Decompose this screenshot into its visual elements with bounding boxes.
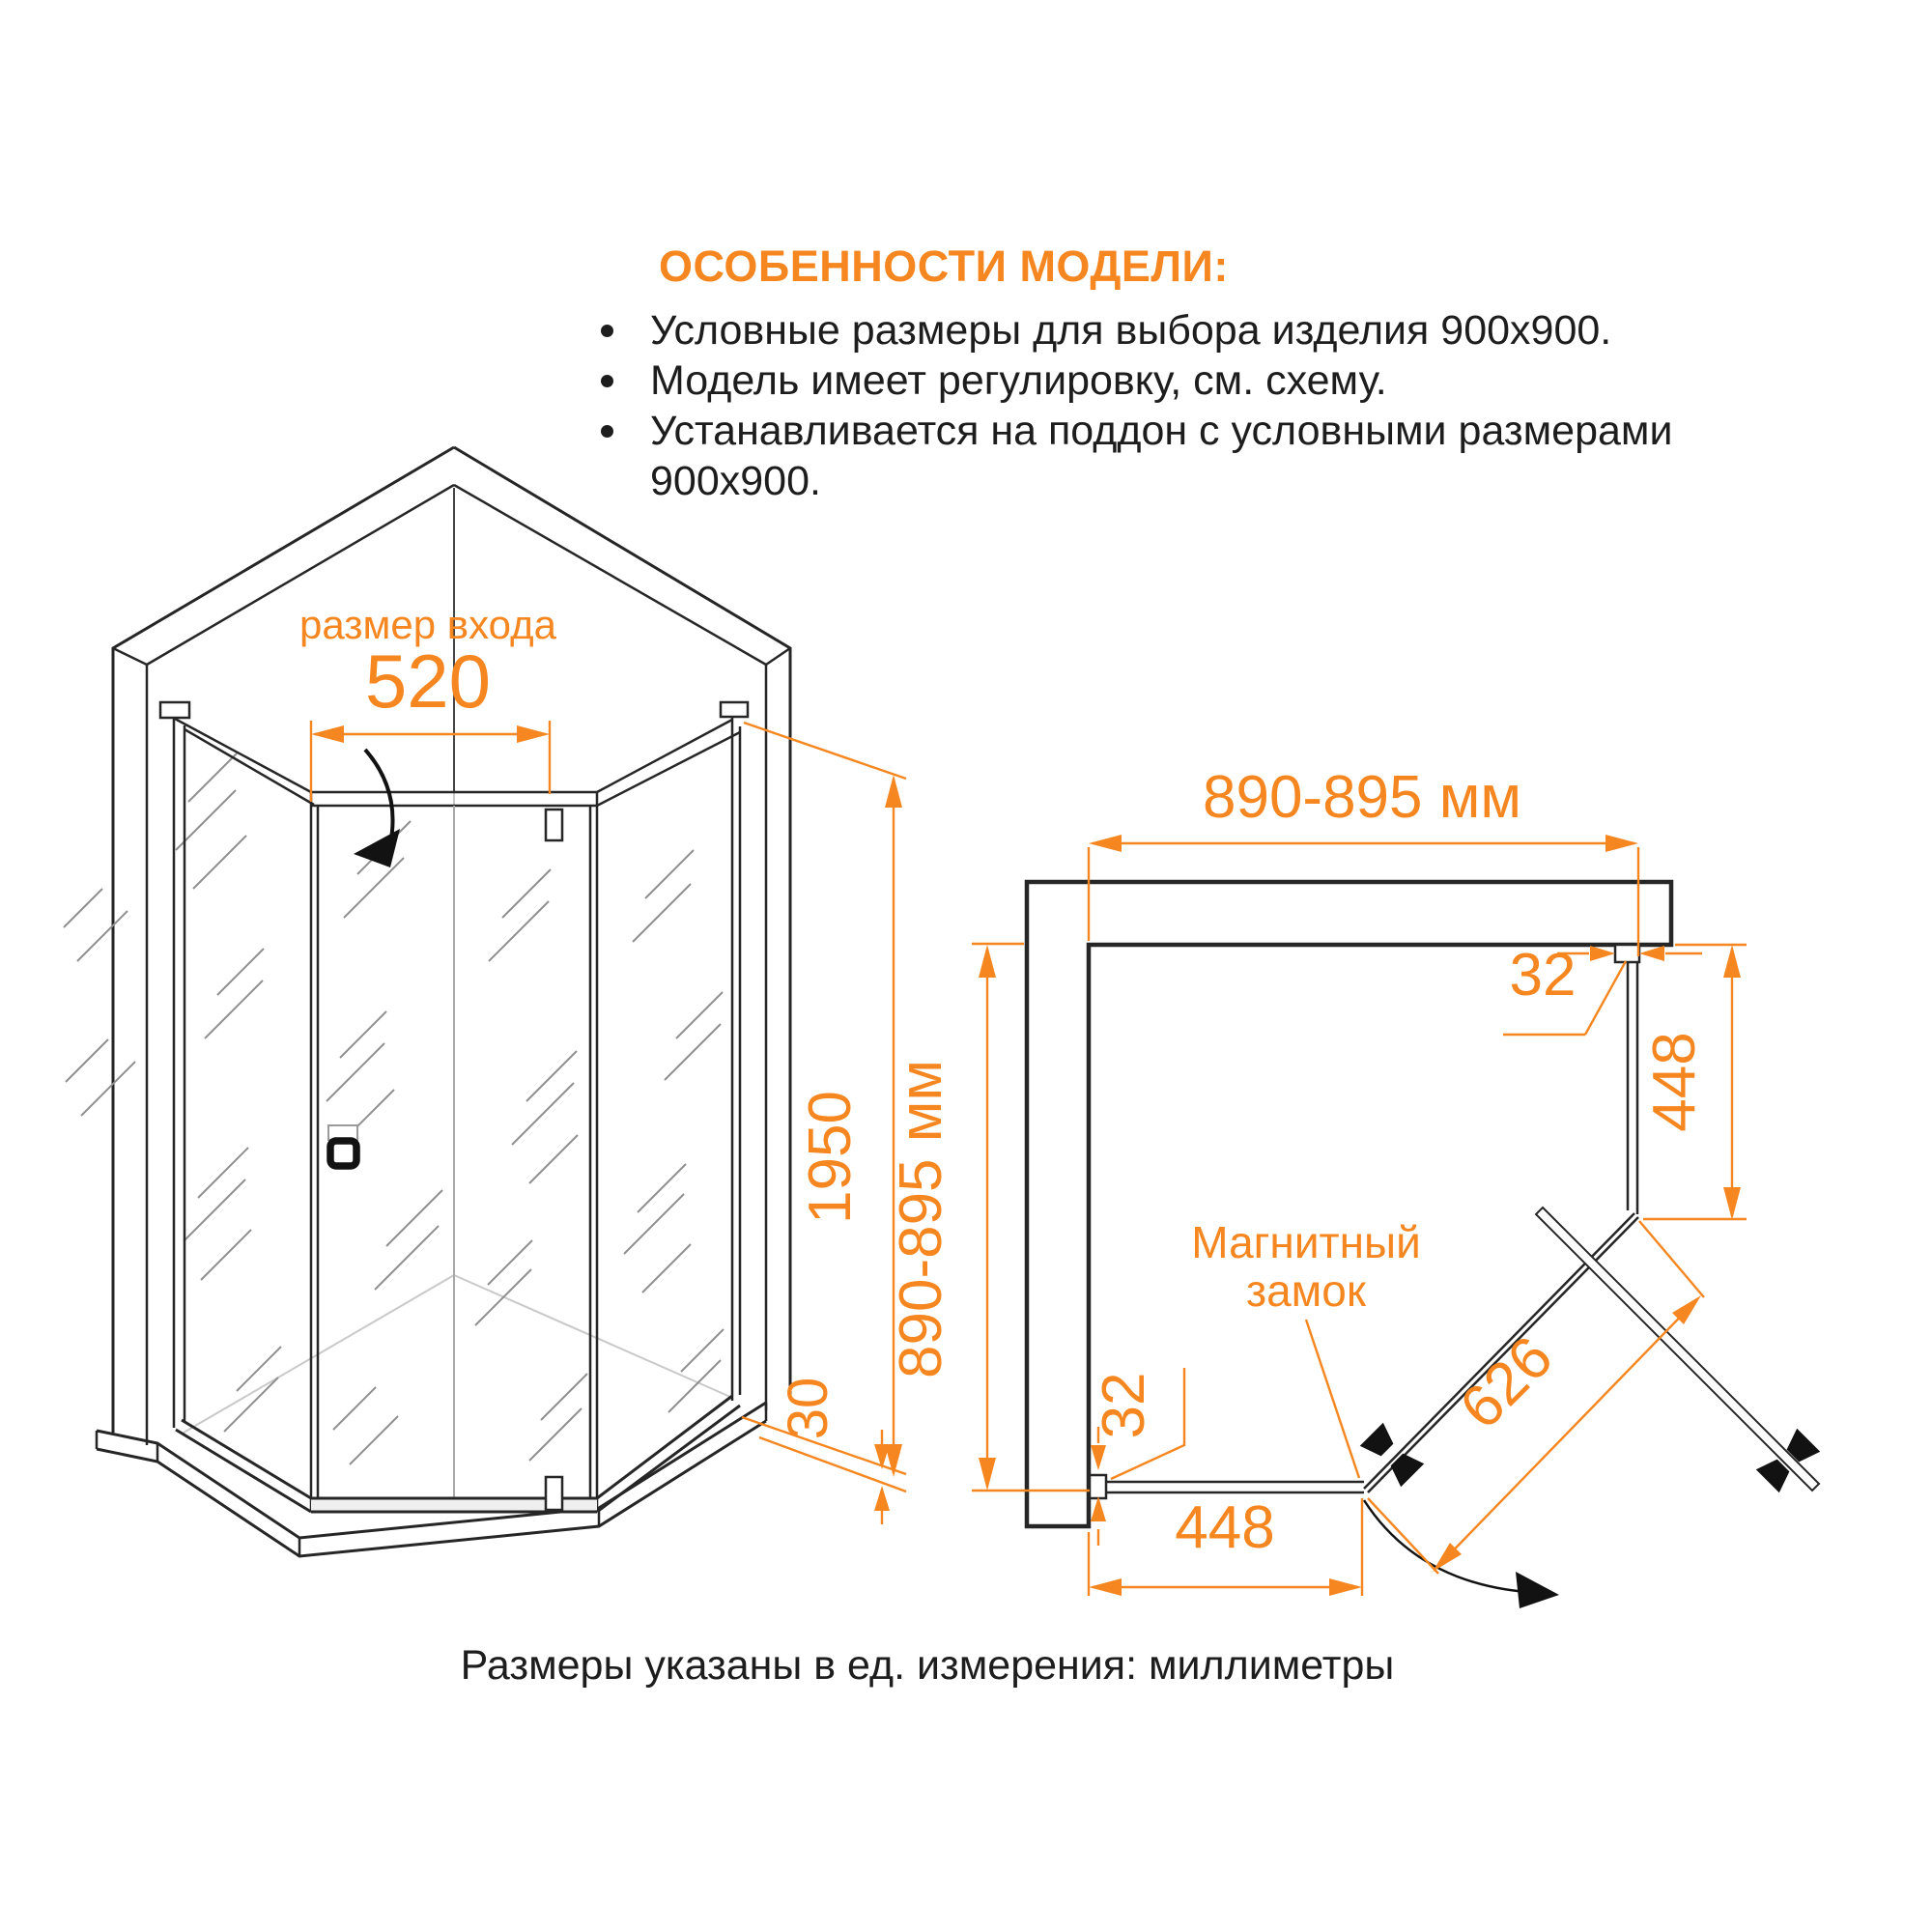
feature-text: Условные размеры для выбора изделия 900x900. — [650, 307, 1612, 354]
plan-width-value: 890-895 мм — [1202, 764, 1522, 831]
door-hinge-bottom — [546, 1477, 562, 1510]
entrance-size-label: размер входа — [299, 602, 556, 647]
right-wall-profile-cap — [721, 702, 748, 717]
plan-view — [888, 764, 1820, 1608]
glass-hatching — [64, 753, 724, 1464]
right-panel-value: 448 — [1641, 1032, 1708, 1132]
walls — [113, 447, 790, 1445]
entrance-width-value: 520 — [364, 639, 492, 724]
feature-text: Модель имеет регулировку, см. схему. — [650, 357, 1387, 404]
door-handle — [330, 1141, 356, 1166]
plan-handle-closed — [1360, 1423, 1424, 1487]
height-value: 1950 — [797, 1091, 864, 1224]
tray-height-value: 30 — [777, 1377, 839, 1440]
glass-frames — [160, 702, 748, 1512]
bottom-panel-value: 448 — [1175, 1494, 1275, 1561]
door-hinge-top — [546, 810, 562, 840]
feature-text: Устанавливается на поддон с условными размерами 900x900. — [650, 408, 1673, 504]
plan-right-panel — [1615, 945, 1639, 1214]
isometric-view — [64, 447, 906, 1556]
magnetic-lock-label-line1: Магнитный — [1191, 1217, 1421, 1267]
magnetic-lock-label-line2: замок — [1245, 1265, 1367, 1316]
door-swing-arrow-iso — [354, 750, 400, 867]
left-wall-profile-cap — [160, 702, 189, 718]
units-note: Размеры указаны в ед. измерения: миллиметры — [460, 1642, 1395, 1689]
gap-top-value: 32 — [1509, 942, 1577, 1009]
page-title: ОСОБЕННОСТИ МОДЕЛИ: — [659, 242, 1229, 291]
gap-left-value: 32 — [1091, 1372, 1157, 1439]
plan-depth-value: 890-895 мм — [888, 1059, 954, 1379]
iso-dimensions — [299, 602, 906, 1524]
door-width-value: 626 — [1447, 1323, 1566, 1442]
plan-door-open — [1536, 1208, 1819, 1491]
